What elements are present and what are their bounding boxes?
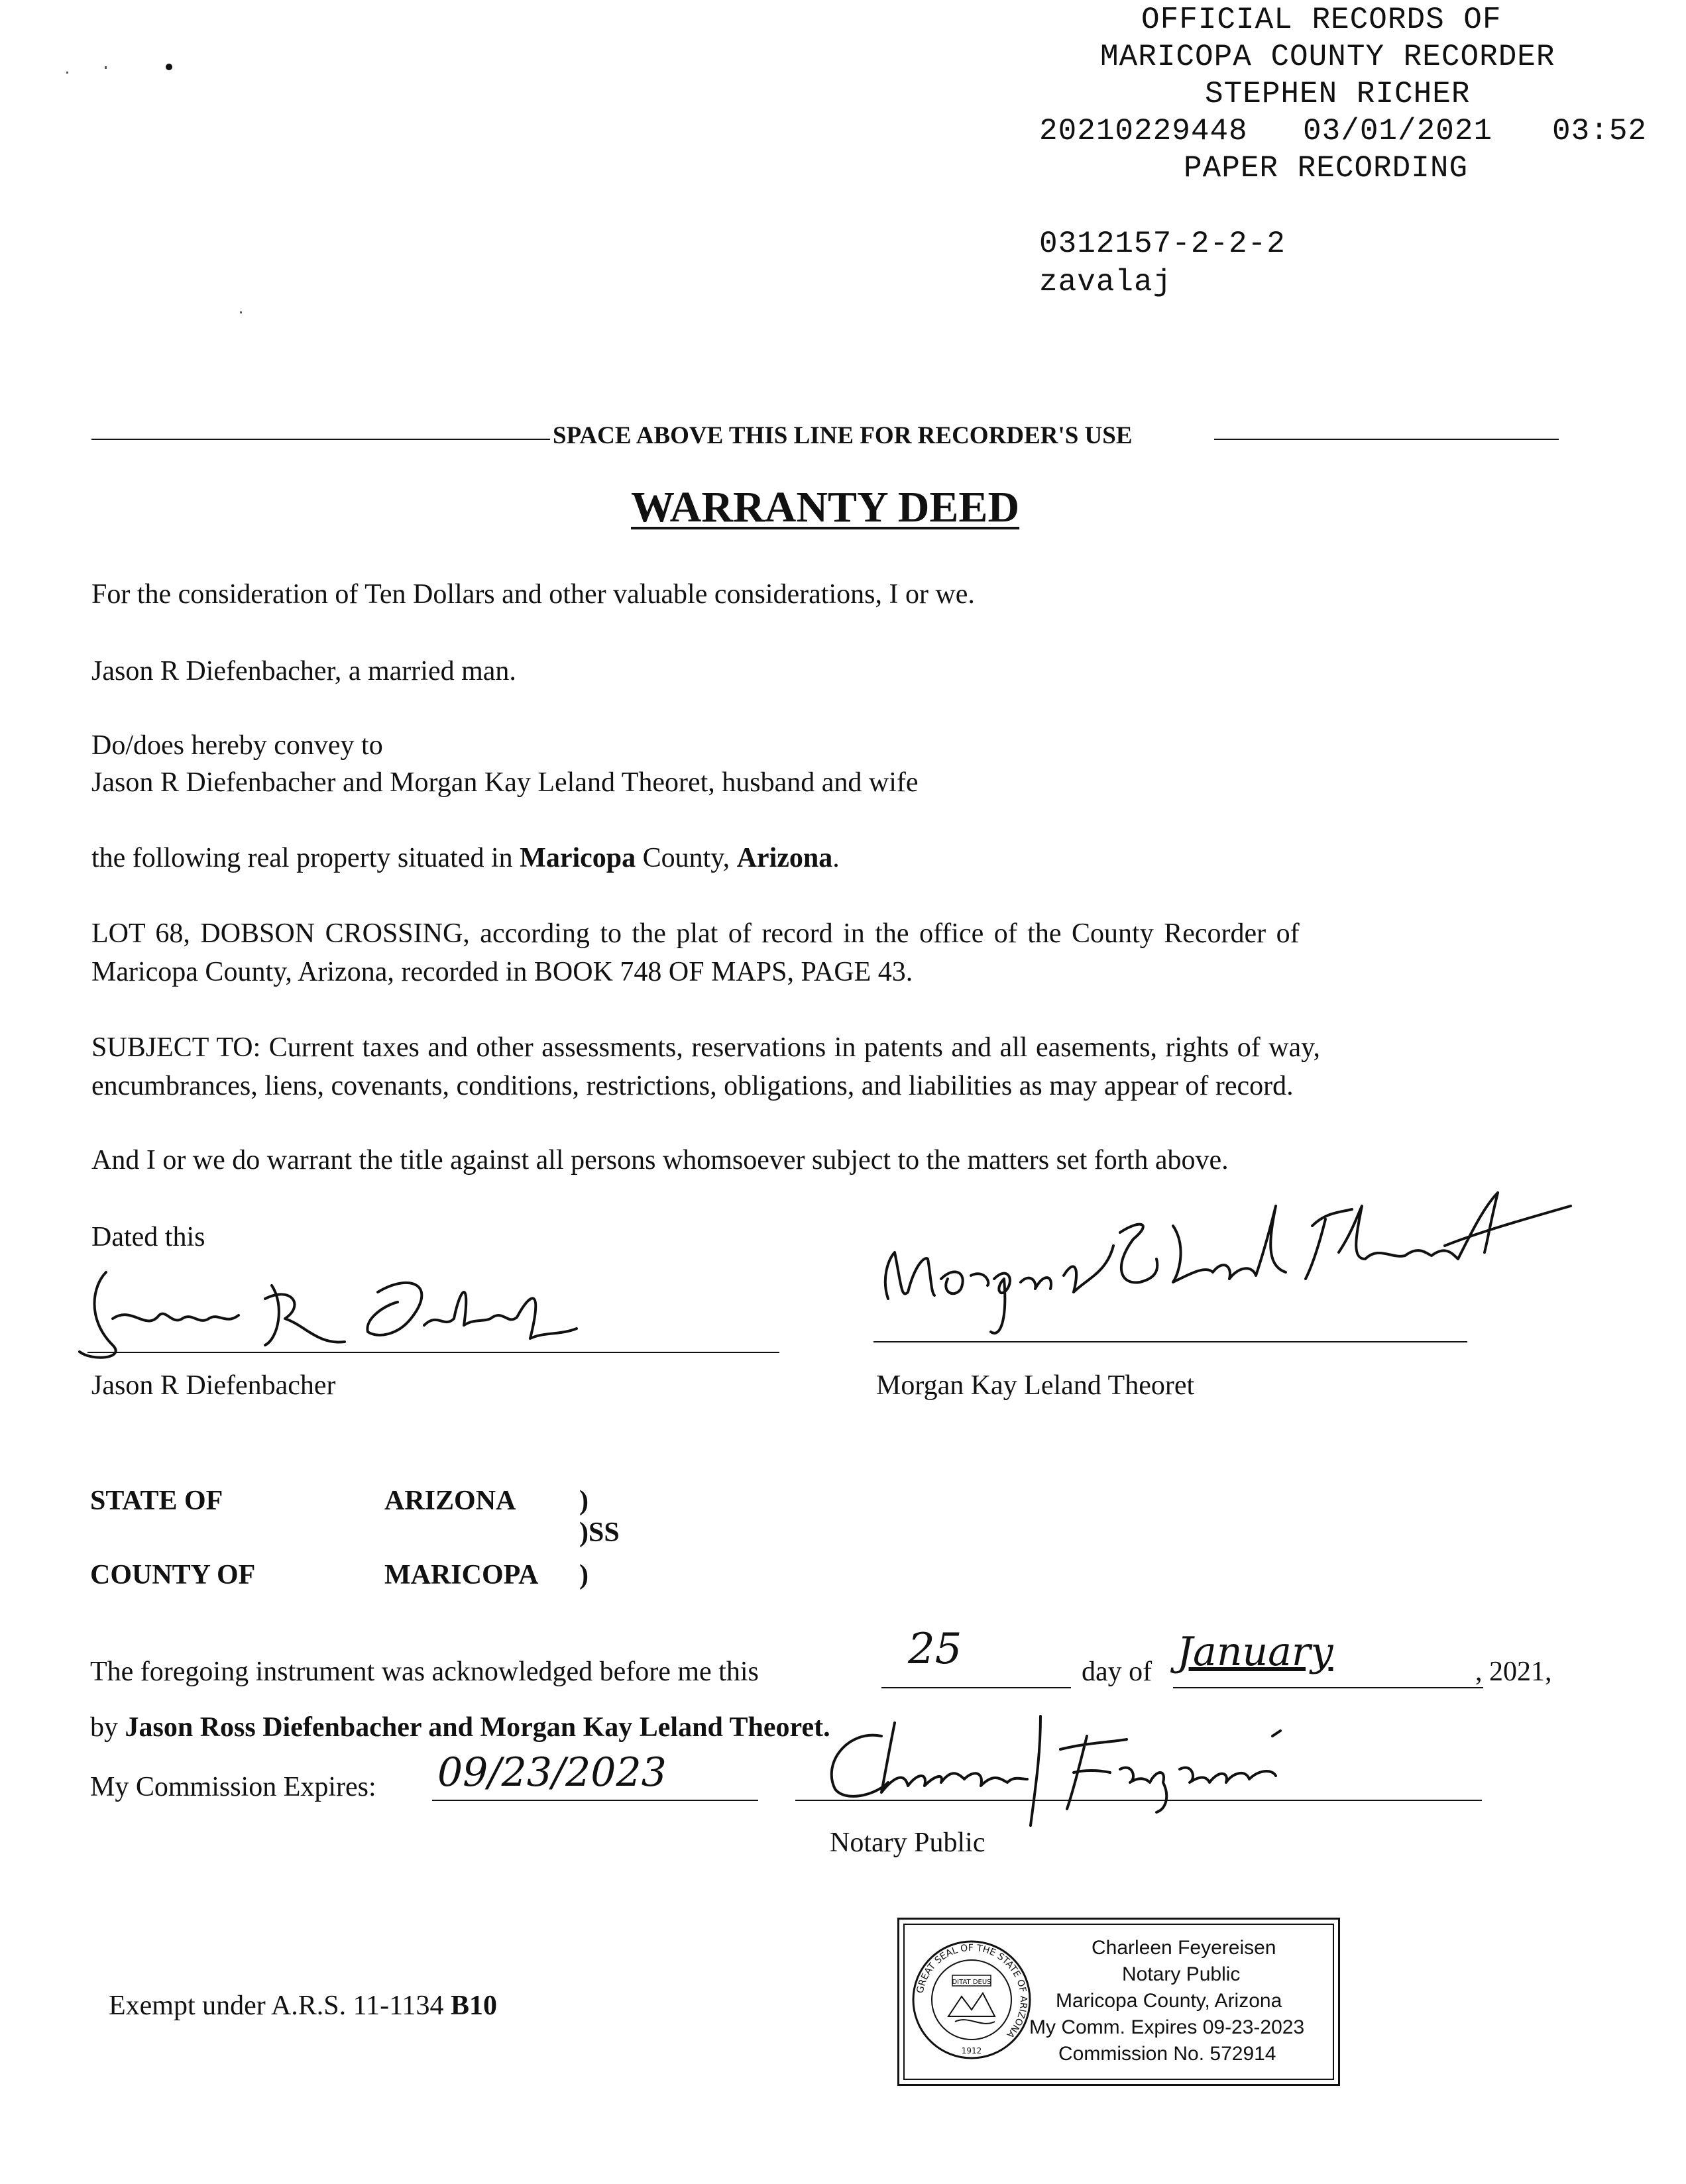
signer-2-name: Morgan Kay Leland Theoret [876,1370,1195,1401]
notary-stamp-county: Maricopa County, Arizona [1056,1990,1282,2012]
recorder-line-label: SPACE ABOVE THIS LINE FOR RECORDER'S USE [553,422,1133,449]
recorder-line-3: STEPHEN RICHER [1205,77,1471,111]
ack-month-value: January [1177,1629,1333,1675]
document-title: WARRANTY DEED [631,483,1020,531]
notary-stamp-expires: My Comm. Expires 09-23-2023 [1029,2016,1305,2038]
ack-month-line [1173,1687,1483,1688]
ack-by-line [90,1708,830,1747]
subject-to-line-2: encumbrances, liens, covenants, conditions, restrictions, obligations, and liabilities as may appear of record. [91,1071,1294,1101]
seal-text: GREAT SEAL OF THE STATE OF ARIZONA [915,1942,1029,2040]
exempt-code: B10 [451,1991,498,2021]
ack-text: The foregoing instrument was acknowledged before me this [90,1657,759,1687]
grantor-line: Jason R Diefenbacher, a married man. [91,656,516,686]
scan-speck [66,72,68,74]
venue-ss: )SS [579,1517,620,1548]
property-line-pre: the following real property situated in [91,843,520,873]
county-of-label: COUNTY OF [90,1560,256,1590]
exempt-text: Exempt under A.R.S. 11-1134 [109,1991,451,2021]
consideration-paragraph: For the consideration of Ten Dollars and other valuable considerations, I or we. [91,579,975,610]
recorder-rule-left [91,439,550,440]
recorder-line-2: MARICOPA COUNTY RECORDER [1100,40,1555,74]
seal-year: 1912 [961,2046,982,2055]
ack-by-label: by [90,1712,118,1743]
signature-line-2 [873,1341,1467,1342]
commission-value: 09/23/2023 [437,1749,667,1796]
property-line-mid: County, [636,843,737,873]
recorder-line-5: PAPER RECORDING [1184,151,1469,186]
venue-paren-1: ) [579,1486,589,1516]
ack-year: , 2021, [1475,1657,1552,1687]
state-of-label: STATE OF [90,1486,223,1516]
warrant-paragraph: And I or we do warrant the title against all persons whomsoever subject to the matters set forth above. [91,1145,1229,1175]
ack-by-names: Jason Ross Diefenbacher and Morgan Kay Leland Theoret. [125,1712,830,1743]
state-of-value: ARIZONA [384,1486,516,1516]
exempt-line [109,1987,497,2025]
legal-description-line-2: Maricopa County, Arizona, recorded in BOOK 748 OF MAPS, PAGE 43. [91,957,913,987]
signer-1-name: Jason R Diefenbacher [91,1370,336,1401]
notary-signature-line [795,1800,1482,1801]
ack-day-label: day of [1082,1657,1152,1687]
notary-public-label: Notary Public [830,1828,985,1858]
ack-day-line [881,1687,1071,1688]
ack-day-value: 25 [908,1625,962,1674]
commission-line [432,1800,758,1801]
scan-speck [240,311,242,313]
signature-notary [809,1696,1312,1829]
property-line [91,839,840,877]
recorder-ref: 0312157-2-2-2 [1039,227,1286,261]
convey-label: Do/does hereby convey to [91,730,383,761]
recorder-date: 03/01/2021 [1303,114,1493,148]
property-county: Maricopa [520,843,636,873]
scan-dot [166,64,172,70]
commission-label: My Commission Expires: [90,1772,376,1802]
notary-stamp [897,1918,1340,2086]
recorder-doc-number: 20210229448 [1039,114,1248,148]
notary-stamp-commission: Commission No. 572914 [1058,2043,1276,2065]
venue-paren-2: ) [579,1560,589,1590]
recorder-line-1: OFFICIAL RECORDS OF [1141,3,1502,37]
signature-morgan [862,1166,1591,1358]
arizona-seal-icon [909,1937,1035,2063]
notary-stamp-title: Notary Public [1122,1963,1241,1985]
scan-speck [105,66,107,69]
dated-label: Dated this [91,1222,205,1252]
signature-jason [66,1246,610,1378]
recorder-time: 03:52 [1552,114,1648,148]
grantees-line: Jason R Diefenbacher and Morgan Kay Leland Theoret, husband and wife [91,767,919,798]
county-of-value: MARICOPA [384,1560,539,1590]
notary-stamp-name: Charleen Feyereisen [1092,1937,1276,1959]
signature-line-1 [87,1352,779,1353]
seal-motto: DITAT DEUS [952,1979,991,1986]
subject-to-line-1: SUBJECT TO: Current taxes and other assessments, reservations in patents and all easements, rights of way, [91,1032,1320,1063]
legal-description-line-1: LOT 68, DOBSON CROSSING, according to the plat of record in the office of the County Recorder of [91,918,1300,949]
property-line-post: . [832,843,840,873]
recorder-rule-right [1214,439,1559,440]
recorder-clerk: zavalaj [1039,265,1172,300]
property-state: Arizona [736,843,833,873]
